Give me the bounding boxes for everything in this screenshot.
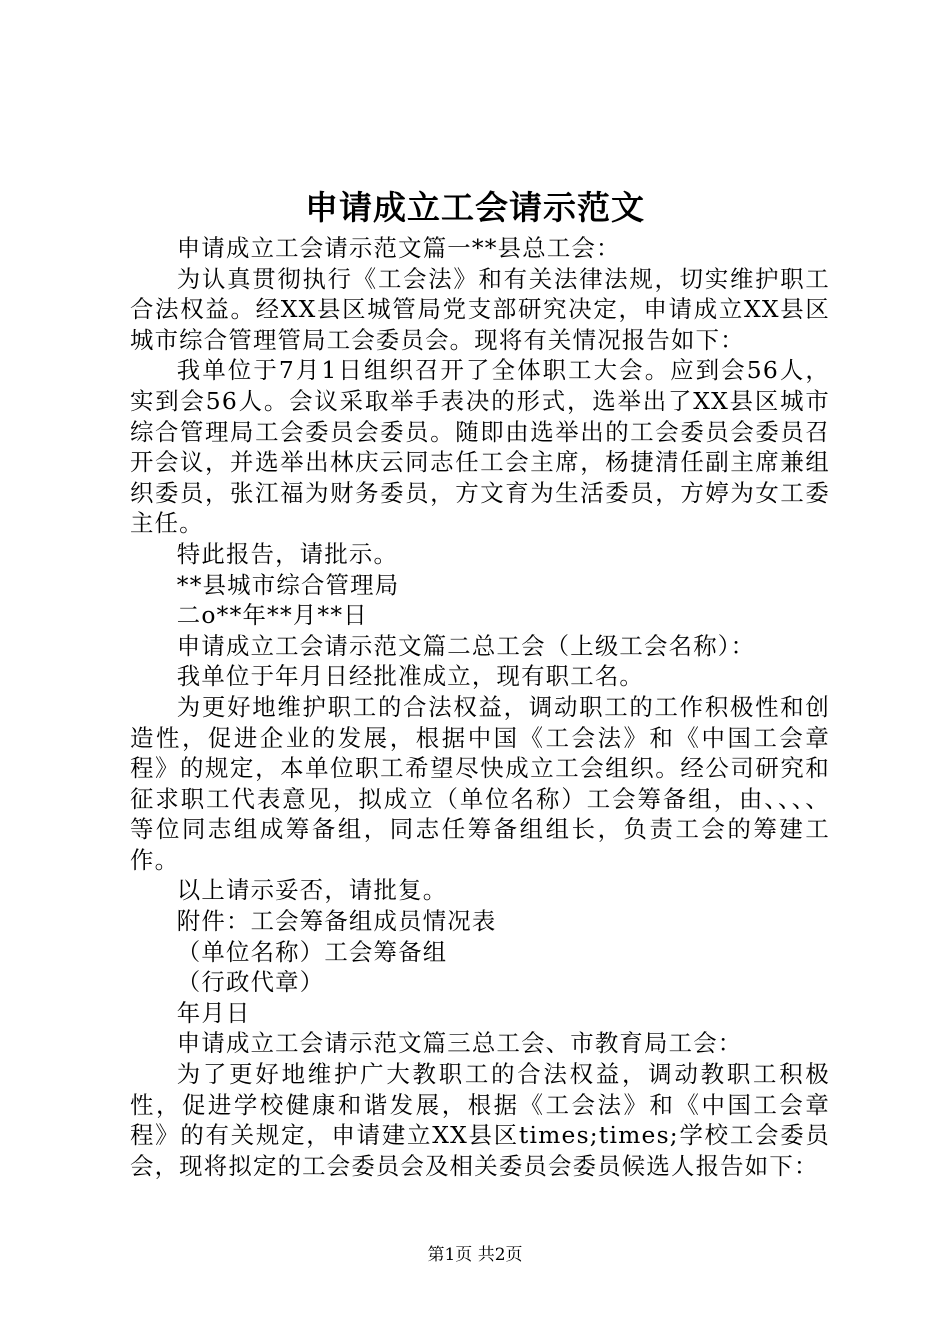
- paragraph: 以上请示妥否，请批复。: [176, 876, 448, 905]
- paragraph: 附件：工会筹备组成员情况表: [176, 907, 497, 936]
- paragraph: 为了更好地维护广大教职工的合法权益，调动教职工积极性，促进学校健康和谐发展，根据《工会法》和《中国工会章程》的有关规定，申请建立XX县区times;times;学校工会委员会，现将拟定的工会委员会及相关委员会委员候选人报告如下：: [130, 1060, 830, 1180]
- paragraph: 为更好地维护职工的合法权益，调动职工的工作积极性和创造性，促进企业的发展，根据中国《工会法》和《中国工会章程》的规定，本单位职工希望尽快成立工会组织。经公司研究和征求职工代表意见，拟成立（单位名称）工会筹备组，由、、、、等位同志组成筹备组，同志任筹备组组长，负责工会的筹建工作。: [130, 692, 830, 874]
- paragraph: 我单位于7月1日组织召开了全体职工大会。应到会56人，实到会56人。会议采取举手表决的形式，选举出了XX县区城市综合管理局工会委员会委员。随即由选举出的工会委员会委员召开会议，并选举出林庆云同志任工会主席，杨捷清任副主席兼组织委员，张江福为财务委员，方文育为生活委员，方婷为女工委主任。: [130, 356, 830, 538]
- page-title: 申请成立工会请示范文: [305, 188, 645, 227]
- paragraph: （单位名称）工会筹备组: [176, 937, 448, 966]
- paragraph: 特此报告，请批示。: [176, 539, 399, 568]
- paragraph: 为认真贯彻执行《工会法》和有关法律法规，切实维护职工合法权益。经XX县区城管局党支部研究决定，申请成立XX县区城市综合管理管局工会委员会。现将有关情况报告如下：: [130, 264, 830, 354]
- paragraph: 申请成立工会请示范文篇二总工会（上级工会名称）：: [176, 631, 756, 660]
- paragraph: 我单位于年月日经批准成立，现有职工名。: [176, 662, 645, 691]
- paragraph: **县城市综合管理局: [176, 570, 400, 599]
- document-body: [130, 233, 830, 1181]
- paragraph: 申请成立工会请示范文篇一**县总工会：: [176, 234, 621, 262]
- paragraph: （行政代章）: [176, 968, 325, 997]
- paragraph: 二o**年**月**日: [176, 601, 368, 630]
- paragraph: 年月日: [176, 998, 251, 1027]
- paragraph: 申请成立工会请示范文篇三总工会、市教育局工会：: [176, 1029, 743, 1058]
- page-number: 第1页 共2页: [427, 1245, 523, 1265]
